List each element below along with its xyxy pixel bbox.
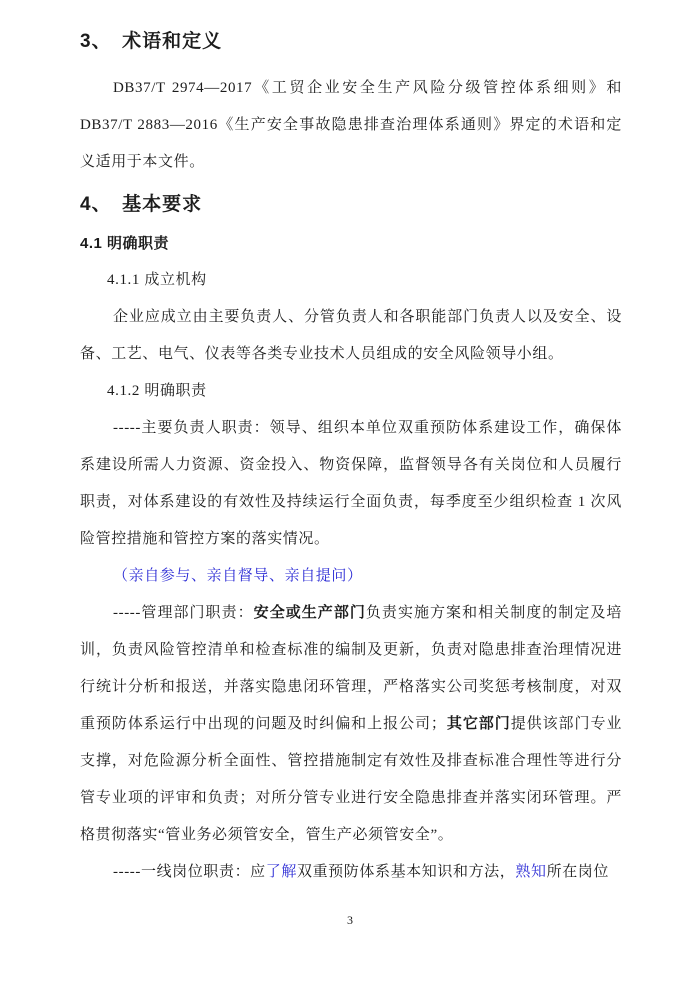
paragraph-blue-note: （亲自参与、亲自督导、亲自提问）: [113, 568, 363, 584]
paragraph-leader-duties: -----主要负责人职责：领导、组织本单位双重预防体系建设工作，确保体系建设所需人力资源、资金投入、物资保障，监督领导各有关岗位和人员履行职责，对体系建设的有效性及持续运行全面负责，每季度至少组织检查 1 次风险管控措施和管控方案的落实情况。: [80, 420, 622, 547]
paragraph-management-duties: [80, 595, 622, 854]
text-run: 所在岗位: [546, 864, 609, 880]
text-run-bold-other-dept: 其它部门: [446, 716, 511, 732]
heading-basic-requirements: 4、 基本要求: [80, 194, 203, 215]
heading-4-1-1-establish-organization: 4.1.1 成立机构: [107, 272, 207, 288]
text-run-blue-familiar: 熟知: [515, 864, 547, 880]
text-run: -----一线岗位职责：应: [113, 864, 266, 880]
text-run: 负责实施方案和相关制度的制定及培训，负责风险管控清单和检查标准的编制及更新，负责对隐患排查治理情况进行统计分析和报送，并落实隐患闭环管理，严格落实公司奖惩考核制度，对双重预防体系运行中出现的问题及时纠偏和上报公司；: [80, 605, 622, 732]
text-run-blue-understand: 了解: [265, 864, 297, 880]
text-run: 双重预防体系基本知识和方法，: [296, 864, 516, 880]
text-run: -----管理部门职责：: [113, 605, 254, 621]
paragraph-frontline-duties: [80, 854, 622, 891]
text-run-bold-safety-dept: 安全或生产部门: [253, 605, 366, 621]
paragraph-terms-scope: DB37/T 2974—2017《工贸企业安全生产风险分级管控体系细则》和DB37/T 2883—2016《生产安全事故隐患排查治理体系通则》界定的术语和定义适用于本文件。: [80, 80, 622, 170]
paragraph-organization-setup: 企业应成立由主要负责人、分管负责人和各职能部门负责人以及安全、设备、工艺、电气、仪表等各类专业技术人员组成的安全风险领导小组。: [80, 309, 622, 362]
heading-terms-and-definitions: 3、 术语和定义: [80, 31, 223, 52]
heading-4-1-clarify-duties: 4.1 明确职责: [80, 235, 170, 252]
heading-4-1-2-clarify-duties: 4.1.2 明确职责: [107, 383, 207, 399]
page-number: 3: [347, 913, 353, 927]
text-run: 提供该部门专业支撑，对危险源分析全面性、管控措施制定有效性及排查标准合理性等进行分管专业项的评审和负责；对所分管专业进行安全隐患排查并落实闭环管理。严格贯彻落实“管业务必须管安全，管生产必须管安全”。: [80, 716, 622, 843]
